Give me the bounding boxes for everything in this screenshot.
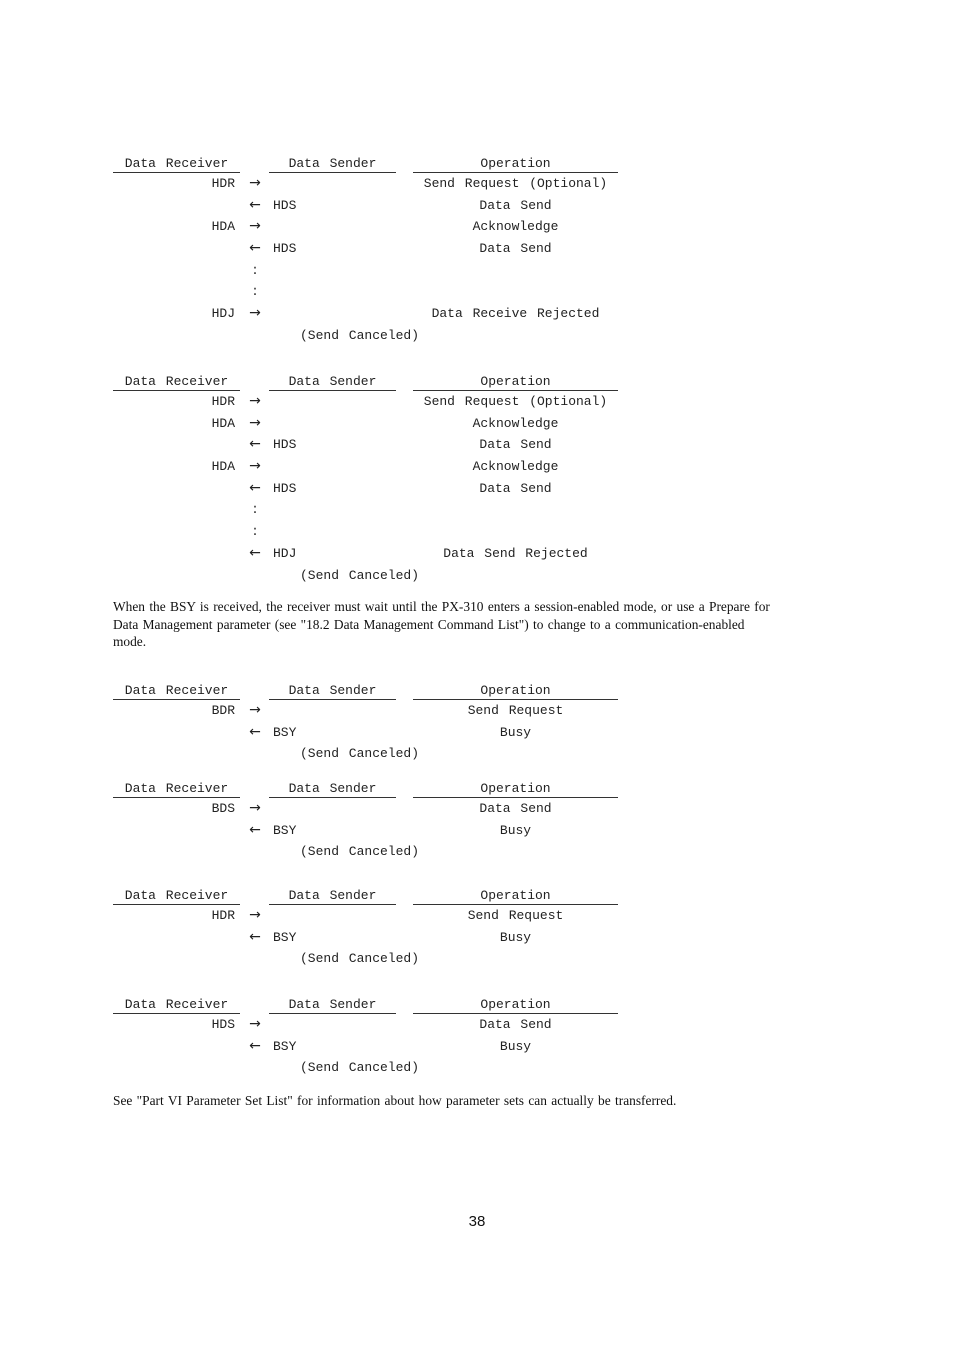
table-row (113, 238, 618, 260)
sequence-table (113, 684, 618, 765)
table-row (113, 260, 618, 282)
operation-text: Data Send (479, 241, 552, 257)
send-canceled-note: (Send Canceled) (300, 844, 420, 860)
sender-code: HDJ (273, 545, 297, 561)
operation-text: Busy (499, 822, 532, 838)
header-operation: Operation (413, 782, 618, 798)
operation-text: Data Send Rejected (443, 545, 588, 561)
arrow-left-icon: ← (249, 196, 261, 213)
receiver-code: HDR (211, 908, 235, 923)
arrow-left-icon: ← (249, 928, 261, 945)
arrow-right-icon: → (249, 1016, 261, 1032)
arrow-right-icon: → (249, 907, 261, 923)
sequence-table (113, 889, 618, 970)
table-row (113, 927, 618, 949)
receiver-code: HDA (211, 219, 235, 235)
receiver-code: BDS (211, 801, 235, 816)
operation-text: Acknowledge (472, 415, 559, 431)
table-row (113, 391, 618, 413)
table-row (113, 456, 618, 478)
arrow-right-icon: → (249, 414, 261, 431)
receiver-code: HDA (211, 415, 235, 431)
arrow-left-icon: ← (249, 436, 261, 453)
table-row (113, 478, 618, 500)
table-header (113, 998, 618, 1014)
send-canceled-note: (Send Canceled) (300, 567, 420, 583)
receiver-code: HDS (211, 1017, 235, 1032)
sequence-table (113, 157, 618, 347)
continuation-colon: : (252, 283, 258, 300)
table-row (113, 543, 618, 565)
sender-code: HDS (273, 197, 297, 213)
table-row (113, 798, 618, 820)
sender-code: BSY (273, 822, 297, 838)
table-row (113, 173, 618, 195)
table-row (113, 948, 618, 970)
header-data-sender: Data Sender (269, 157, 396, 173)
table-row (113, 195, 618, 217)
arrow-left-icon: ← (249, 479, 261, 496)
table-row (113, 700, 618, 722)
header-operation: Operation (413, 889, 618, 905)
sender-code: HDS (273, 480, 297, 496)
header-operation: Operation (413, 998, 618, 1014)
operation-text: Data Send (479, 480, 552, 496)
table-header (113, 889, 618, 905)
table-row (113, 216, 618, 238)
bsy-paragraph: When the BSY is received, the receiver must wait until the PX-310 enters a session-enabled mode, or use a Prepare for Data Management parameter (see "18.2 Data Management Command List") to change to a communication-enabled mode. (113, 599, 770, 649)
continuation-colon: : (252, 523, 258, 540)
header-data-sender: Data Sender (269, 782, 396, 798)
table-row (113, 820, 618, 842)
arrow-left-icon: ← (249, 821, 261, 838)
table-header (113, 782, 618, 798)
table-row (113, 565, 618, 587)
operation-text: Acknowledge (472, 219, 559, 235)
arrow-right-icon: → (249, 702, 261, 718)
sender-code: BSY (273, 724, 297, 740)
sender-code: HDS (273, 437, 297, 453)
operation-text: Send Request (467, 908, 564, 923)
table-row (113, 1014, 618, 1036)
header-data-receiver: Data Receiver (113, 684, 240, 700)
send-canceled-note: (Send Canceled) (300, 1060, 420, 1076)
header-data-sender: Data Sender (269, 889, 396, 905)
receiver-code: BDR (211, 703, 235, 718)
operation-text: Data Send (479, 801, 552, 816)
operation-text: Data Send (479, 197, 552, 213)
table-header (113, 157, 618, 173)
arrow-right-icon: → (249, 458, 261, 475)
receiver-code: HDR (211, 176, 235, 191)
header-operation: Operation (413, 684, 618, 700)
table-row (113, 434, 618, 456)
sequence-table (113, 998, 618, 1079)
header-data-receiver: Data Receiver (113, 998, 240, 1014)
receiver-code: HDJ (211, 306, 235, 322)
operation-text: Busy (499, 1038, 532, 1054)
arrow-right-icon: → (249, 175, 261, 191)
table-row (113, 841, 618, 863)
arrow-left-icon: ← (249, 544, 261, 561)
operation-text: Busy (499, 929, 532, 945)
operation-text: Data Receive Rejected (431, 306, 600, 322)
header-operation: Operation (413, 157, 618, 173)
header-data-receiver: Data Receiver (113, 889, 240, 905)
operation-text: Send Request (Optional) (423, 176, 608, 191)
table-header (113, 375, 618, 391)
continuation-colon: : (252, 501, 258, 518)
operation-text: Data Send (479, 1017, 552, 1032)
receiver-code: HDA (211, 459, 235, 475)
arrow-right-icon: → (249, 393, 261, 409)
send-canceled-note: (Send Canceled) (300, 327, 420, 343)
sender-code: BSY (273, 929, 297, 945)
sender-code: BSY (273, 1038, 297, 1054)
send-canceled-note: (Send Canceled) (300, 951, 420, 967)
see-also-paragraph: See "Part VI Parameter Set List" for information about how parameter sets can actually be transferred. (113, 1093, 677, 1108)
operation-text: Data Send (479, 437, 552, 453)
table-row (113, 325, 618, 347)
header-data-sender: Data Sender (269, 998, 396, 1014)
table-row (113, 1036, 618, 1058)
sequence-table (113, 375, 618, 586)
arrow-left-icon: ← (249, 1037, 261, 1054)
header-data-receiver: Data Receiver (113, 157, 240, 173)
table-row (113, 722, 618, 744)
arrow-right-icon: → (249, 305, 261, 322)
header-data-receiver: Data Receiver (113, 375, 240, 391)
table-row (113, 905, 618, 927)
arrow-left-icon: ← (249, 723, 261, 740)
table-header (113, 684, 618, 700)
page-number: 38 (468, 1213, 486, 1230)
arrow-left-icon: ← (249, 240, 261, 257)
sequence-table (113, 782, 618, 863)
table-row (113, 521, 618, 543)
continuation-colon: : (252, 261, 258, 278)
table-row (113, 303, 618, 325)
operation-text: Acknowledge (472, 459, 559, 475)
header-data-sender: Data Sender (269, 684, 396, 700)
table-row (113, 281, 618, 303)
header-data-sender: Data Sender (269, 375, 396, 391)
send-canceled-note: (Send Canceled) (300, 746, 420, 762)
table-row (113, 743, 618, 765)
operation-text: Send Request (467, 703, 564, 718)
arrow-right-icon: → (249, 800, 261, 816)
table-row (113, 413, 618, 435)
table-row (113, 1057, 618, 1079)
sender-code: HDS (273, 241, 297, 257)
header-data-receiver: Data Receiver (113, 782, 240, 798)
table-row (113, 499, 618, 521)
operation-text: Busy (499, 724, 532, 740)
header-operation: Operation (413, 375, 618, 391)
receiver-code: HDR (211, 394, 235, 409)
arrow-right-icon: → (249, 218, 261, 235)
operation-text: Send Request (Optional) (423, 394, 608, 409)
